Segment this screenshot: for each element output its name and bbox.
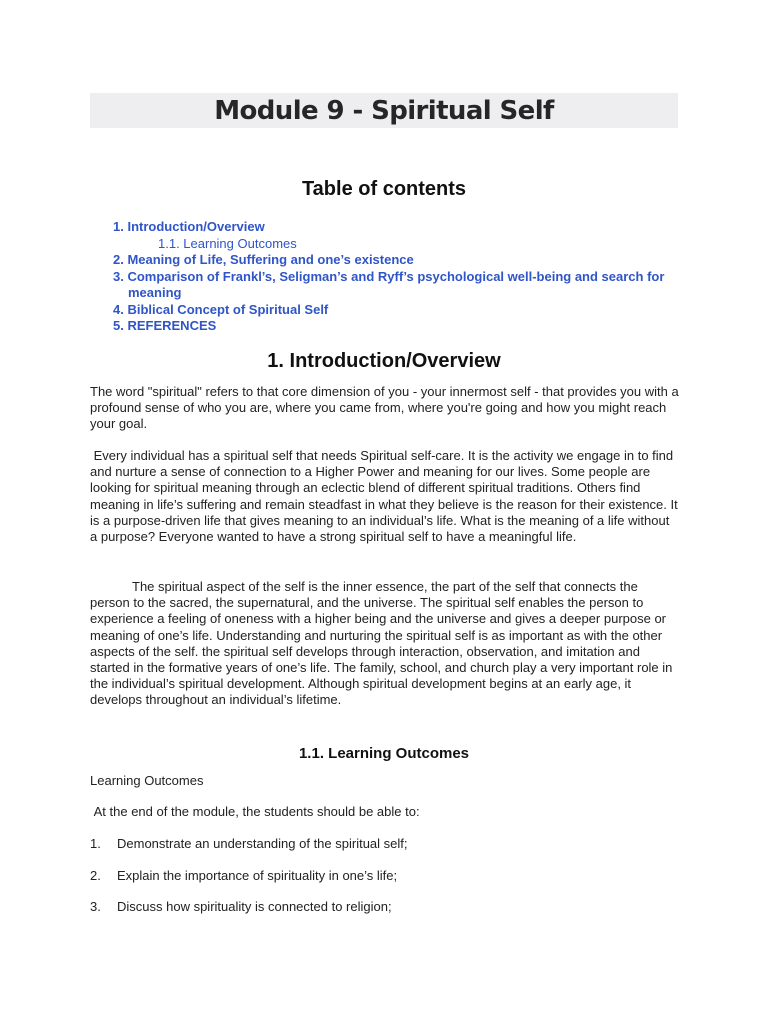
title-banner xyxy=(90,93,678,128)
list-item xyxy=(90,836,680,852)
toc-link-comparison[interactable]: 3. Comparison of Frankl’s, Seligman’s and Ryff’s psychological well-being and search for meaning xyxy=(113,268,665,300)
list-item xyxy=(90,868,680,884)
list-item-number: 3. xyxy=(90,899,101,914)
document-title: Module 9 - Spiritual Self xyxy=(214,95,554,126)
learning-outcomes-label: Learning Outcomes xyxy=(90,773,204,788)
list-item xyxy=(90,899,680,915)
list-item-text: Discuss how spirituality is connected to religion; xyxy=(117,899,392,914)
toc-link-meaning-of-life[interactable]: 2. Meaning of Life, Suffering and one’s existence xyxy=(113,252,414,267)
intro-paragraph-1: The word "spiritual" refers to that core dimension of you - your innermost self - that provides you with a profound sense of who you are, where you came from, where you're going and how you might reach your goal. xyxy=(90,384,679,432)
subsection-heading-learning-outcomes: 1.1. Learning Outcomes xyxy=(298,745,470,762)
toc-link-biblical-concept[interactable]: 4. Biblical Concept of Spiritual Self xyxy=(113,301,329,317)
list-item-number: 2. xyxy=(90,868,101,883)
intro-paragraph-3: The spiritual aspect of the self is the inner essence, the part of the self that connects the person to the sacred, the supernatural, and the universe. The spiritual self enables the person to experience a feeling of oneness with a higher being and the universe and gives a deeper purpose or meaning of one’s life. Understanding and nurturing the spiritual self is as important as with the other aspects of the self. the spiritual self develops through interaction, observation, and imitation and started in the formative years of one’s life. The family, school, and church play a very important role in the individual’s spiritual development. Although spiritual development begins at an early age, it develops throughout an individual’s lifetime. xyxy=(90,579,673,708)
intro-paragraph-2: Every individual has a spiritual self that needs Spiritual self-care. It is the activity we engage in to find and nurture a sense of connection to a Higher Power and meaning for our lives. Some people are looking for spiritual meaning through an eclectic blend of different spiritual traditions. Others find meaning in life’s suffering and remain steadfast in what they believe is the reason for their existence. It is a purpose-driven life that gives meaning to an individual’s life. What is the meaning of a life without a purpose? Everyone wanted to have a strong spiritual self to have a meaningful life. xyxy=(90,448,682,545)
learning-outcomes-lead: At the end of the module, the students should be able to: xyxy=(90,804,420,819)
list-item-number: 1. xyxy=(90,836,101,851)
list-item-text: Explain the importance of spirituality in one’s life; xyxy=(117,868,398,883)
section-heading-introduction: 1. Introduction/Overview xyxy=(267,350,501,372)
list-item-text: Demonstrate an understanding of the spiritual self; xyxy=(117,836,408,851)
table-of-contents xyxy=(113,219,688,335)
toc-link-references[interactable]: 5. REFERENCES xyxy=(113,318,217,333)
toc-link-introduction[interactable]: 1. Introduction/Overview xyxy=(113,219,265,234)
toc-link-learning-outcomes[interactable]: 1.1. Learning Outcomes xyxy=(158,235,297,251)
toc-heading: Table of contents xyxy=(301,178,467,200)
